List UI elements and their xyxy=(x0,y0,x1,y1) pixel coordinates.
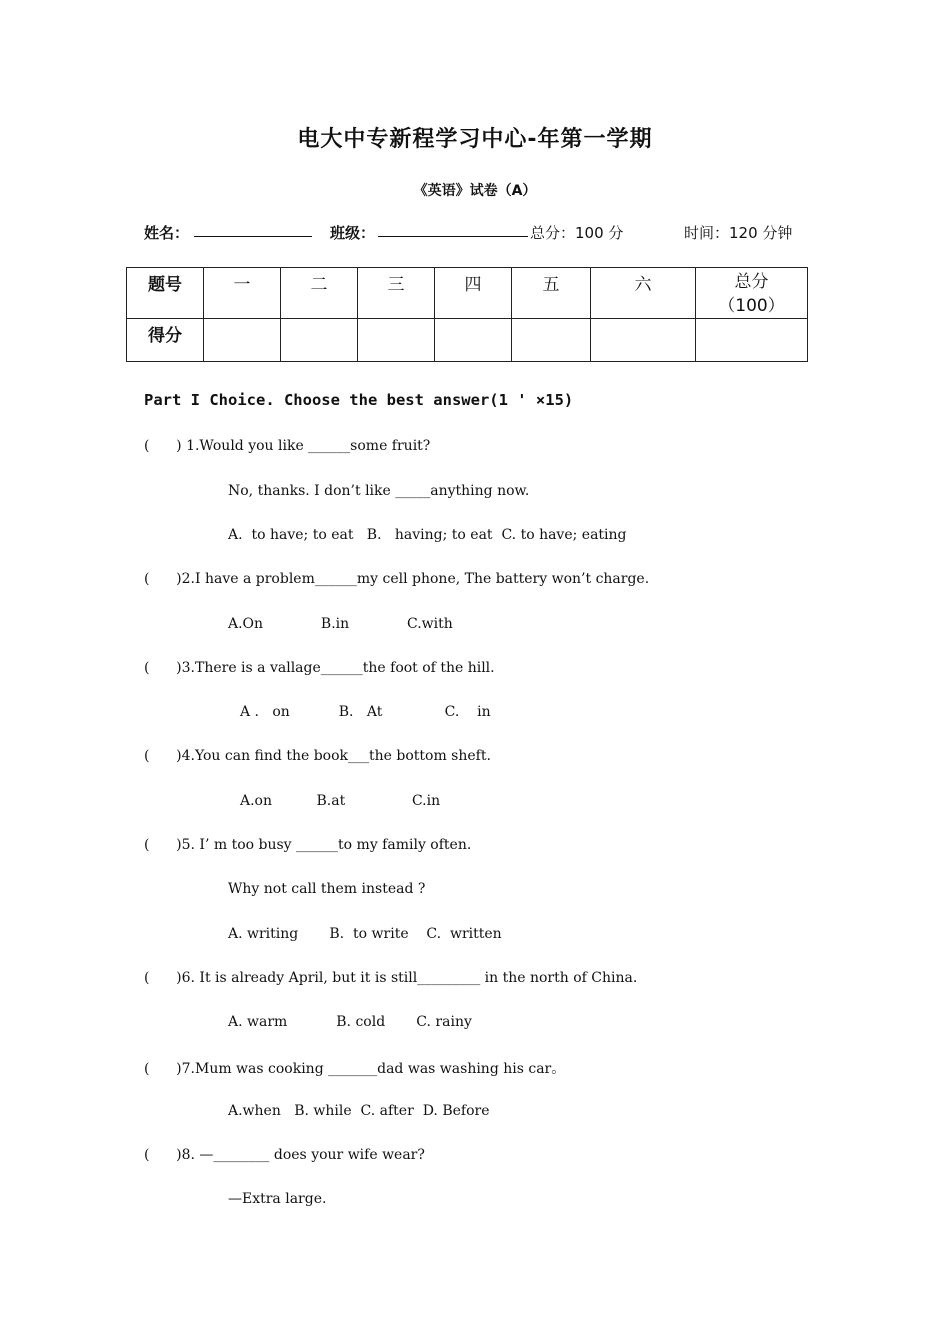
table-header-5: 五 xyxy=(512,268,591,319)
table-row-headers xyxy=(127,268,808,319)
class-blank[interactable] xyxy=(378,222,528,237)
question-1: ( ) 1.Would you like ______some fruit? xyxy=(144,438,431,454)
question-1-options: A. to have; to eat B. having; to eat C. to have; eating xyxy=(228,527,627,543)
part1-heading: Part I Choice. Choose the best answer(1 ' ×15) xyxy=(144,391,574,409)
table-score-label: 得分 xyxy=(127,319,204,362)
score-table xyxy=(126,267,808,362)
question-7-options: A.when B. while C. after D. Before xyxy=(228,1103,490,1119)
question-4-options: A.on B.at C.in xyxy=(240,793,441,809)
page-title: 电大中专新程学习中心-年第一学期 xyxy=(297,127,653,152)
table-header-number: 题号 xyxy=(127,268,204,319)
total-score-label: 总分：100 分 xyxy=(530,224,624,242)
question-8: ( )8. —________ does your wife wear? xyxy=(144,1147,425,1163)
score-cell[interactable] xyxy=(281,319,358,362)
score-cell[interactable] xyxy=(591,319,696,362)
question-8-dialogue: —Extra large. xyxy=(228,1191,327,1207)
table-header-4: 四 xyxy=(435,268,512,319)
page-subtitle: 《英语》试卷（A） xyxy=(413,183,537,199)
table-row-scores xyxy=(127,319,808,362)
time-label: 时间：120 分钟 xyxy=(684,224,793,242)
table-header-total: 总分 （100） xyxy=(696,268,808,319)
question-2-options: A.On B.in C.with xyxy=(228,616,453,632)
score-cell[interactable] xyxy=(696,319,808,362)
score-cell[interactable] xyxy=(512,319,591,362)
question-5-dialogue: Why not call them instead ? xyxy=(228,881,426,897)
question-3: ( )3.There is a vallage______the foot of the hill. xyxy=(144,660,495,676)
table-header-6: 六 xyxy=(591,268,696,319)
question-5-options: A. writing B. to write C. written xyxy=(228,926,502,942)
question-1-dialogue: No, thanks. I don’t like _____anything now. xyxy=(228,483,530,499)
class-label: 班级： xyxy=(330,224,376,242)
question-4: ( )4.You can find the book___the bottom sheft. xyxy=(144,748,491,764)
table-header-3: 三 xyxy=(358,268,435,319)
question-2: ( )2.I have a problem______my cell phone, The battery won’t charge. xyxy=(144,571,650,587)
score-cell[interactable] xyxy=(204,319,281,362)
name-blank[interactable] xyxy=(194,222,312,237)
name-label: 姓名： xyxy=(144,224,190,242)
question-5: ( )5. I’ m too busy ______to my family often. xyxy=(144,837,472,853)
question-6-options: A. warm B. cold C. rainy xyxy=(228,1014,472,1030)
question-6: ( )6. It is already April, but it is still_________ in the north of China. xyxy=(144,970,638,986)
score-cell[interactable] xyxy=(358,319,435,362)
table-header-2: 二 xyxy=(281,268,358,319)
question-3-options: A . on B. At C. in xyxy=(240,704,491,720)
question-7: ( )7.Mum was cooking _______dad was washing his car。 xyxy=(144,1061,566,1077)
score-cell[interactable] xyxy=(435,319,512,362)
table-header-1: 一 xyxy=(204,268,281,319)
